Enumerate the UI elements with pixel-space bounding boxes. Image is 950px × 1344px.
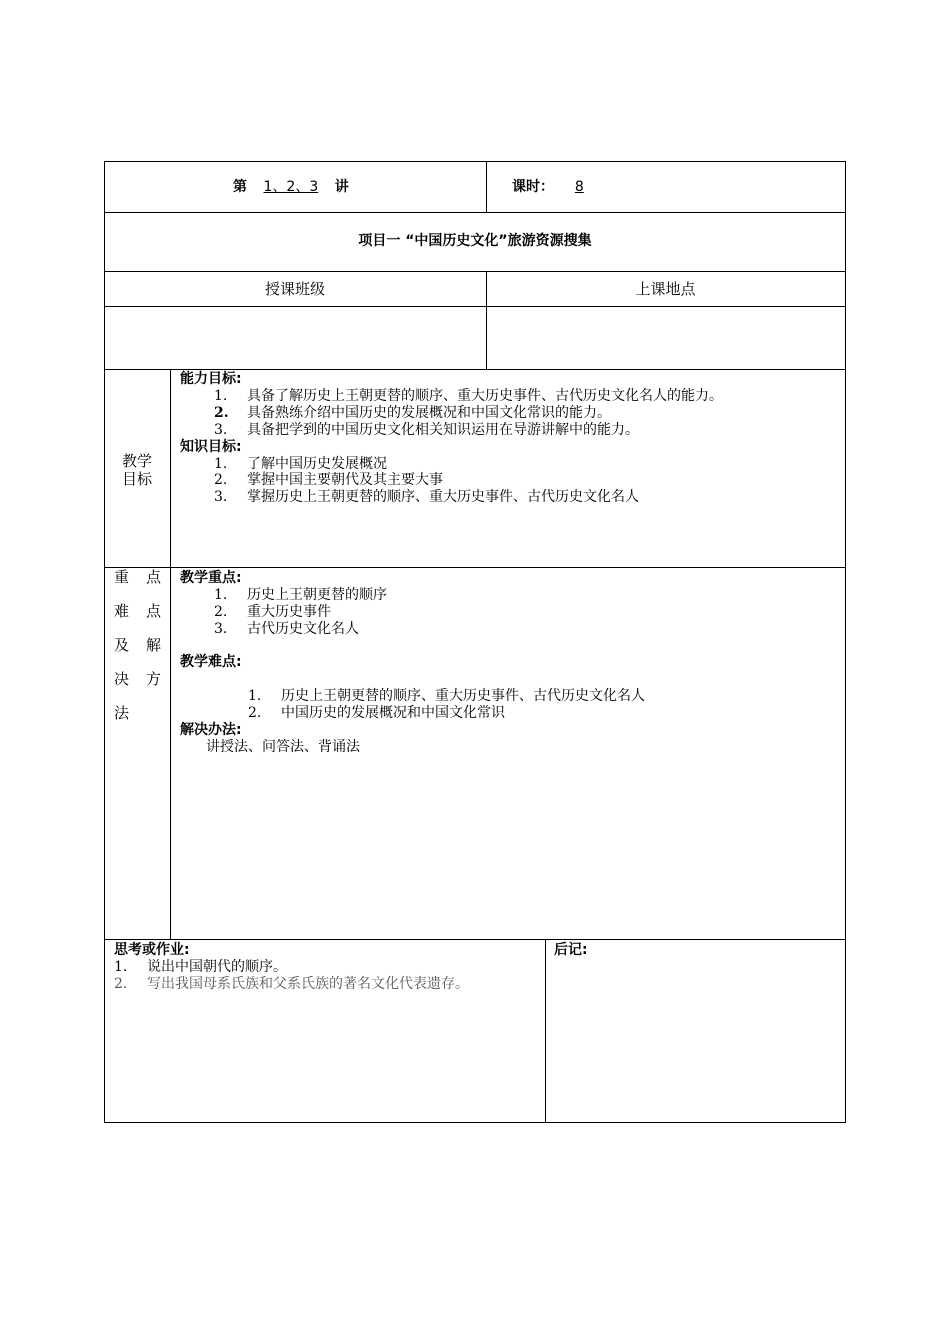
list-item: 1. bbox=[214, 388, 228, 404]
list-item: 3. bbox=[214, 489, 228, 505]
list-item-text: 具备熟练介绍中国历史的发展概况和中国文化常识的能力。 bbox=[247, 405, 611, 421]
list-item-text: 说出中国朝代的顺序。 bbox=[147, 959, 287, 975]
keypoints-label-char: 点 bbox=[146, 568, 162, 586]
list-item: 2. bbox=[114, 976, 128, 992]
list-item-text: 写出我国母系氏族和父系氏族的著名文化代表遗存。 bbox=[147, 976, 469, 992]
keypoints-label-char: 难 bbox=[114, 602, 130, 620]
keypoints-label-char: 及 bbox=[114, 636, 130, 654]
list-item: 2. bbox=[214, 604, 228, 620]
list-item: 2. bbox=[214, 472, 228, 488]
list-item: 1. bbox=[248, 688, 262, 704]
keypoints-label-char: 方 bbox=[146, 670, 162, 688]
hours-label: 课时： bbox=[512, 179, 554, 195]
list-item-text: 历史上王朝更替的顺序 bbox=[247, 587, 387, 603]
location-label: 上课地点 bbox=[635, 280, 696, 298]
lecture-numbers: 1、2、3 bbox=[263, 179, 319, 195]
postscript-label: 后记: bbox=[554, 942, 588, 958]
hours-value: 8 bbox=[574, 179, 584, 195]
objectives-label bbox=[104, 452, 170, 488]
list-item: 1. bbox=[214, 456, 228, 472]
solution-text: 讲授法、问答法、背诵法 bbox=[206, 739, 360, 755]
keypoints-label-char: 法 bbox=[114, 704, 130, 722]
difficulty-title: 教学难点: bbox=[180, 654, 242, 670]
list-item: 2. bbox=[214, 405, 229, 421]
list-item-text: 掌握中国主要朝代及其主要大事 bbox=[247, 472, 443, 488]
list-item-text: 具备把学到的中国历史文化相关知识运用在导游讲解中的能力。 bbox=[247, 422, 639, 438]
list-item-text: 掌握历史上王朝更替的顺序、重大历史事件、古代历史文化名人 bbox=[247, 489, 639, 505]
list-item: 2. bbox=[248, 705, 262, 721]
list-item: 3. bbox=[214, 422, 228, 438]
ability-title: 能力目标: bbox=[180, 371, 242, 387]
class-hours bbox=[512, 179, 643, 196]
list-item-text: 历史上王朝更替的顺序、重大历史事件、古代历史文化名人 bbox=[281, 688, 645, 704]
keypoints-label-char: 重 bbox=[114, 568, 130, 586]
solution-title: 解决办法: bbox=[180, 722, 242, 738]
focus-title: 教学重点: bbox=[180, 570, 242, 586]
keypoints-label-char: 解 bbox=[146, 636, 162, 654]
lecture-number bbox=[233, 179, 349, 196]
objectives-label-line1: 教学 bbox=[121, 452, 152, 470]
lecture-prefix: 第 bbox=[233, 179, 247, 195]
class-label: 授课班级 bbox=[264, 280, 325, 298]
keypoints-label-char: 点 bbox=[146, 602, 162, 620]
list-item-text: 了解中国历史发展概况 bbox=[247, 456, 387, 472]
list-item-text: 重大历史事件 bbox=[247, 604, 331, 620]
list-item-text: 古代历史文化名人 bbox=[247, 621, 359, 637]
homework-title: 思考或作业: bbox=[114, 942, 190, 958]
list-item: 3. bbox=[214, 621, 228, 637]
knowledge-title: 知识目标: bbox=[180, 439, 242, 455]
objectives-label-line2: 目标 bbox=[121, 470, 152, 488]
list-item: 1. bbox=[214, 587, 228, 603]
keypoints-label-char: 决 bbox=[114, 670, 130, 688]
list-item: 1. bbox=[114, 959, 128, 975]
list-item-text: 具备了解历史上王朝更替的顺序、重大历史事件、古代历史文化名人的能力。 bbox=[247, 388, 723, 404]
lecture-suffix: 讲 bbox=[334, 179, 349, 195]
project-title: 项目一 “中国历史文化”旅游资源搜集 bbox=[358, 233, 592, 249]
list-item-text: 中国历史的发展概况和中国文化常识 bbox=[281, 705, 505, 721]
